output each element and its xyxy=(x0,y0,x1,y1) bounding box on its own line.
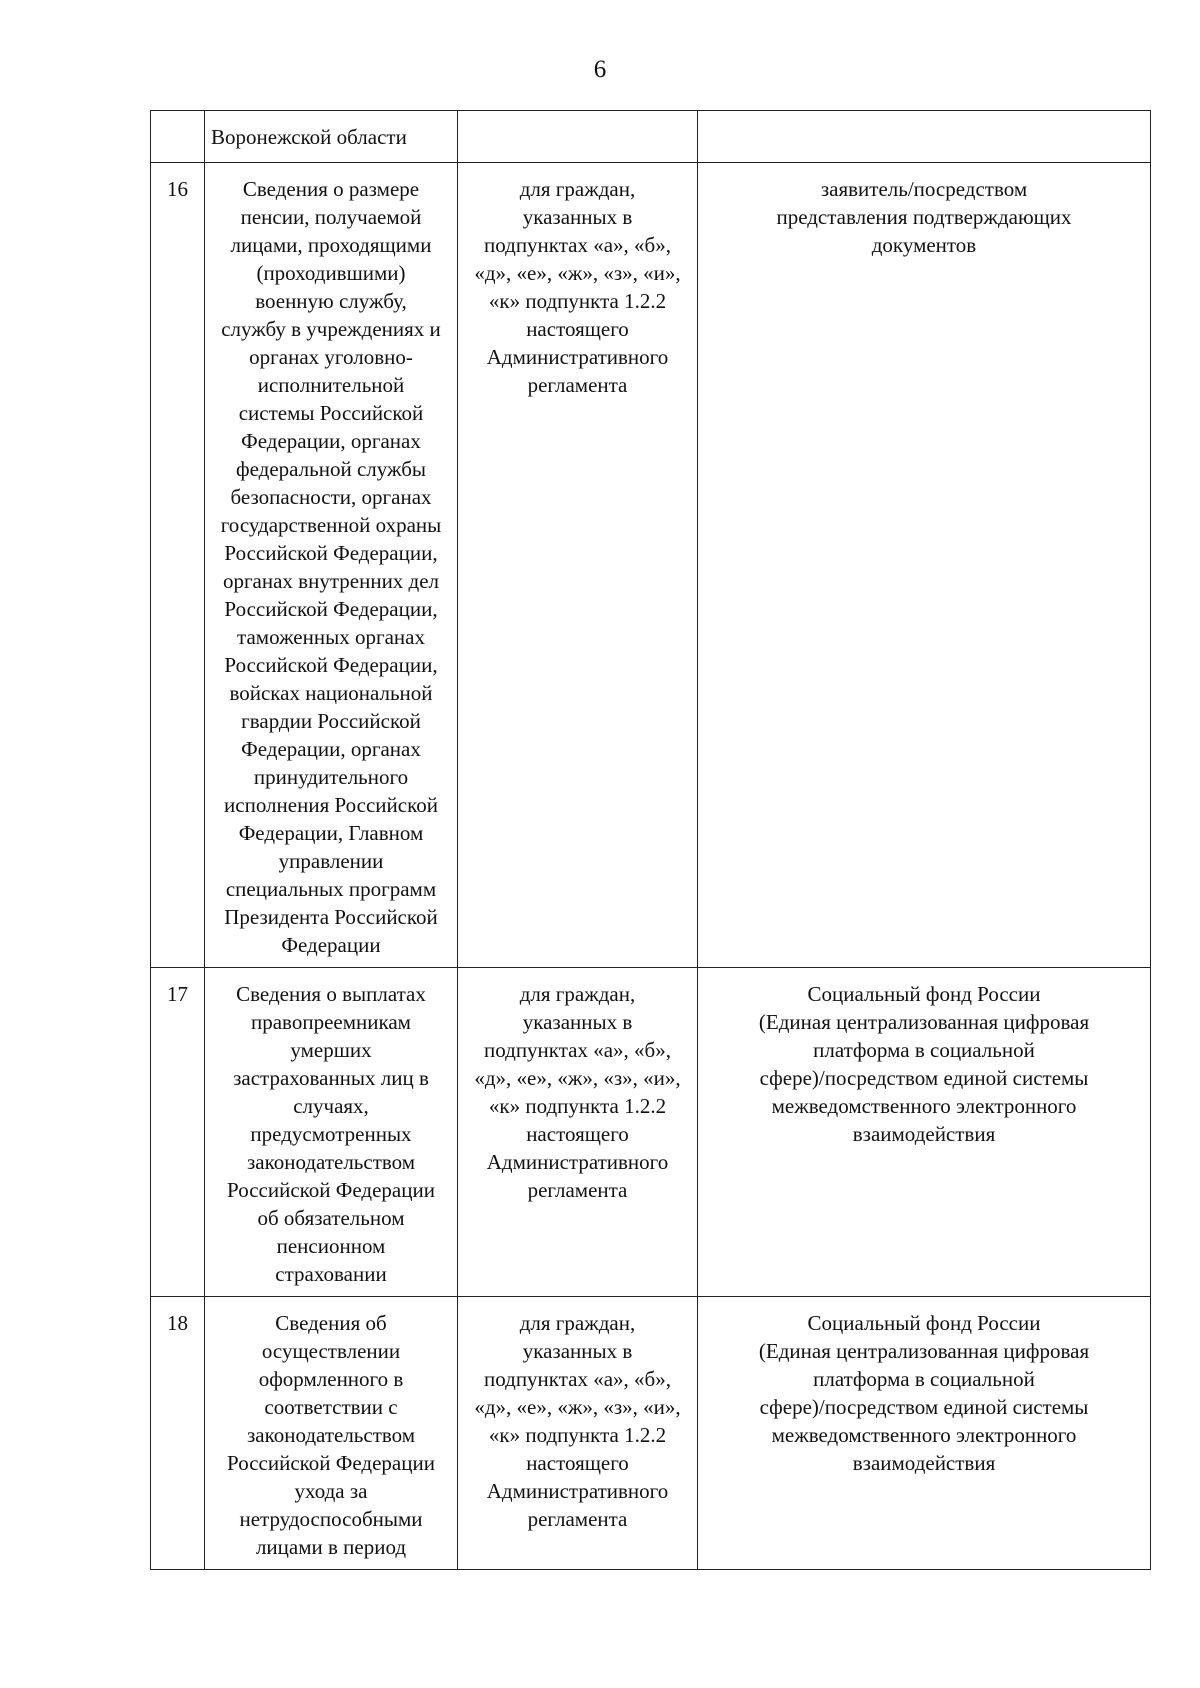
cell-text-line: «д», «е», «ж», «з», «и», xyxy=(474,1395,681,1419)
source-cell xyxy=(698,163,1151,968)
cell-text-line: Российской Федерации, xyxy=(224,541,438,565)
cell-text-line: «к» подпункта 1.2.2 xyxy=(488,1094,667,1118)
cell-text-line: об обязательном xyxy=(257,1206,405,1230)
cell-text-line: Российской Федерации, xyxy=(224,653,438,677)
row-number-cell xyxy=(151,111,205,163)
cell-text-line: таможенных органах xyxy=(237,625,425,649)
cell-text-line: службу в учреждениях и xyxy=(221,317,441,341)
documents-table xyxy=(150,110,1151,1570)
cell-text-line: Административного xyxy=(486,345,669,369)
information-cell xyxy=(205,968,458,1297)
cell-text-line: взаимодействия xyxy=(852,1122,996,1146)
cell-text-line: Российской Федерации xyxy=(227,1451,435,1475)
cell-text-line: платформа в социальной xyxy=(813,1367,1035,1391)
cell-text-line: для граждан, xyxy=(519,982,636,1006)
row-number-cell: 18 xyxy=(151,1297,205,1570)
cell-text-line: настоящего xyxy=(526,1451,629,1475)
cell-text-line: сфере)/посредством единой системы xyxy=(759,1066,1089,1090)
recipients-cell xyxy=(458,163,698,968)
cell-text-line: войсках национальной xyxy=(229,681,433,705)
cell-text-line: (Единая централизованная цифровая xyxy=(758,1339,1090,1363)
cell-text-line: соответствии с xyxy=(264,1395,398,1419)
cell-text-line: подпунктах «а», «б», xyxy=(484,1038,671,1062)
cell-text-line: органах внутренних дел xyxy=(222,569,440,593)
cell-text-line: указанных в xyxy=(522,1010,633,1034)
cell-text-line: специальных программ xyxy=(225,877,437,901)
cell-text-line: (Единая централизованная цифровая xyxy=(758,1010,1090,1034)
cell-text-line: Социальный фонд России xyxy=(807,1311,1041,1335)
cell-text-line: Федерации, Главном xyxy=(238,821,424,845)
cell-text-line: оформленного в xyxy=(258,1367,404,1391)
cell-text-line: представления подтверждающих xyxy=(776,205,1072,229)
recipients-cell xyxy=(458,968,698,1297)
cell-text-line: лицами, проходящими xyxy=(230,233,432,257)
cell-text-line: гвардии Российской xyxy=(241,709,421,733)
cell-text-line: безопасности, органах xyxy=(230,485,432,509)
cell-text-line: ухода за xyxy=(294,1479,368,1503)
cell-text-line: указанных в xyxy=(522,1339,633,1363)
cell-text-line: «к» подпункта 1.2.2 xyxy=(488,289,667,313)
recipients-cell xyxy=(458,1297,698,1570)
cell-text-line: сфере)/посредством единой системы xyxy=(759,1395,1089,1419)
row-number-cell: 16 xyxy=(151,163,205,968)
cell-text-line: Административного xyxy=(486,1479,669,1503)
source-cell xyxy=(698,1297,1151,1570)
cell-text-line: Президента Российской xyxy=(224,905,438,929)
cell-text-line: «д», «е», «ж», «з», «и», xyxy=(474,261,681,285)
cell-text-line: исполнения Российской xyxy=(224,793,438,817)
cell-text-line: органах уголовно- xyxy=(249,345,413,369)
table-row-17 xyxy=(151,968,1151,1297)
cell-text-line: исполнительной xyxy=(257,373,405,397)
cell-text-line: документов xyxy=(871,233,977,257)
cell-text-line: взаимодействия xyxy=(852,1451,996,1475)
cell-text-line: предусмотренных xyxy=(250,1122,412,1146)
cell-text-line: регламента xyxy=(527,1178,628,1202)
information-cell xyxy=(205,163,458,968)
cell-text-line: Социальный фонд России xyxy=(807,982,1041,1006)
cell-text-line: Сведения об xyxy=(275,1311,387,1335)
cell-text-line: межведомственного электронного xyxy=(771,1423,1077,1447)
information-cell: Воронежской области xyxy=(205,111,458,163)
source-cell xyxy=(698,968,1151,1297)
cell-text-line: подпунктах «а», «б», xyxy=(484,1367,671,1391)
cell-text-line: застрахованных лиц в xyxy=(233,1066,429,1090)
cell-text-line: заявитель/посредством xyxy=(820,177,1028,201)
cell-text-line: для граждан, xyxy=(519,177,636,201)
cell-text-line: управлении xyxy=(278,849,384,873)
cell-text-line: законодательством xyxy=(246,1423,416,1447)
cell-text-line: системы Российской xyxy=(238,401,424,425)
cell-text-line: Федерации, органах xyxy=(241,429,421,453)
source-cell xyxy=(698,111,1151,163)
cell-text-line: государственной охраны xyxy=(220,513,442,537)
cell-text-line: Сведения о размере xyxy=(242,177,420,201)
row-number-cell: 17 xyxy=(151,968,205,1297)
cell-text-line: «д», «е», «ж», «з», «и», xyxy=(474,1066,681,1090)
cell-text-line: страховании xyxy=(275,1262,387,1286)
page-number: 6 xyxy=(593,56,607,83)
cell-text-line: настоящего xyxy=(526,317,629,341)
cell-text-line: лицами в период xyxy=(255,1535,407,1559)
cell-text-line: нетрудоспособными xyxy=(239,1507,423,1531)
cell-text-line: Сведения о выплатах xyxy=(236,982,426,1006)
cell-text-line: военную службу, xyxy=(255,289,407,313)
cell-text-line: настоящего xyxy=(526,1122,629,1146)
cell-text-line: принудительного xyxy=(253,765,409,789)
cell-text-line: «к» подпункта 1.2.2 xyxy=(488,1423,667,1447)
cell-text-line: Федерации xyxy=(281,933,381,957)
cell-text-line: законодательством xyxy=(246,1150,416,1174)
cell-text-line: пенсии, получаемой xyxy=(240,205,422,229)
cell-text-line: пенсионном xyxy=(276,1234,386,1258)
cell-text-line: осуществлении xyxy=(261,1339,401,1363)
cell-text-line: для граждан, xyxy=(519,1311,636,1335)
cell-text-line: Российской Федерации, xyxy=(224,597,438,621)
cell-text-line: межведомственного электронного xyxy=(771,1094,1077,1118)
cell-text-line: регламента xyxy=(527,1507,628,1531)
recipients-cell xyxy=(458,111,698,163)
cell-text-line: Российской Федерации xyxy=(227,1178,435,1202)
cell-text-line: платформа в социальной xyxy=(813,1038,1035,1062)
table-row-continuation xyxy=(151,111,1151,163)
cell-text-line: подпунктах «а», «б», xyxy=(484,233,671,257)
cell-text-line: указанных в xyxy=(522,205,633,229)
information-cell xyxy=(205,1297,458,1570)
cell-text-line: федеральной службы xyxy=(236,457,426,481)
cell-text-line: Федерации, органах xyxy=(241,737,421,761)
cell-text-line: регламента xyxy=(527,373,628,397)
cell-text-line: случаях, xyxy=(293,1094,369,1118)
cell-text-line: правопреемникам xyxy=(251,1010,411,1034)
cell-text-line: умерших xyxy=(290,1038,372,1062)
table-row-18 xyxy=(151,1297,1151,1570)
table-row-16 xyxy=(151,163,1151,968)
cell-text-line: (проходившими) xyxy=(256,261,406,285)
cell-text-line: Административного xyxy=(486,1150,669,1174)
